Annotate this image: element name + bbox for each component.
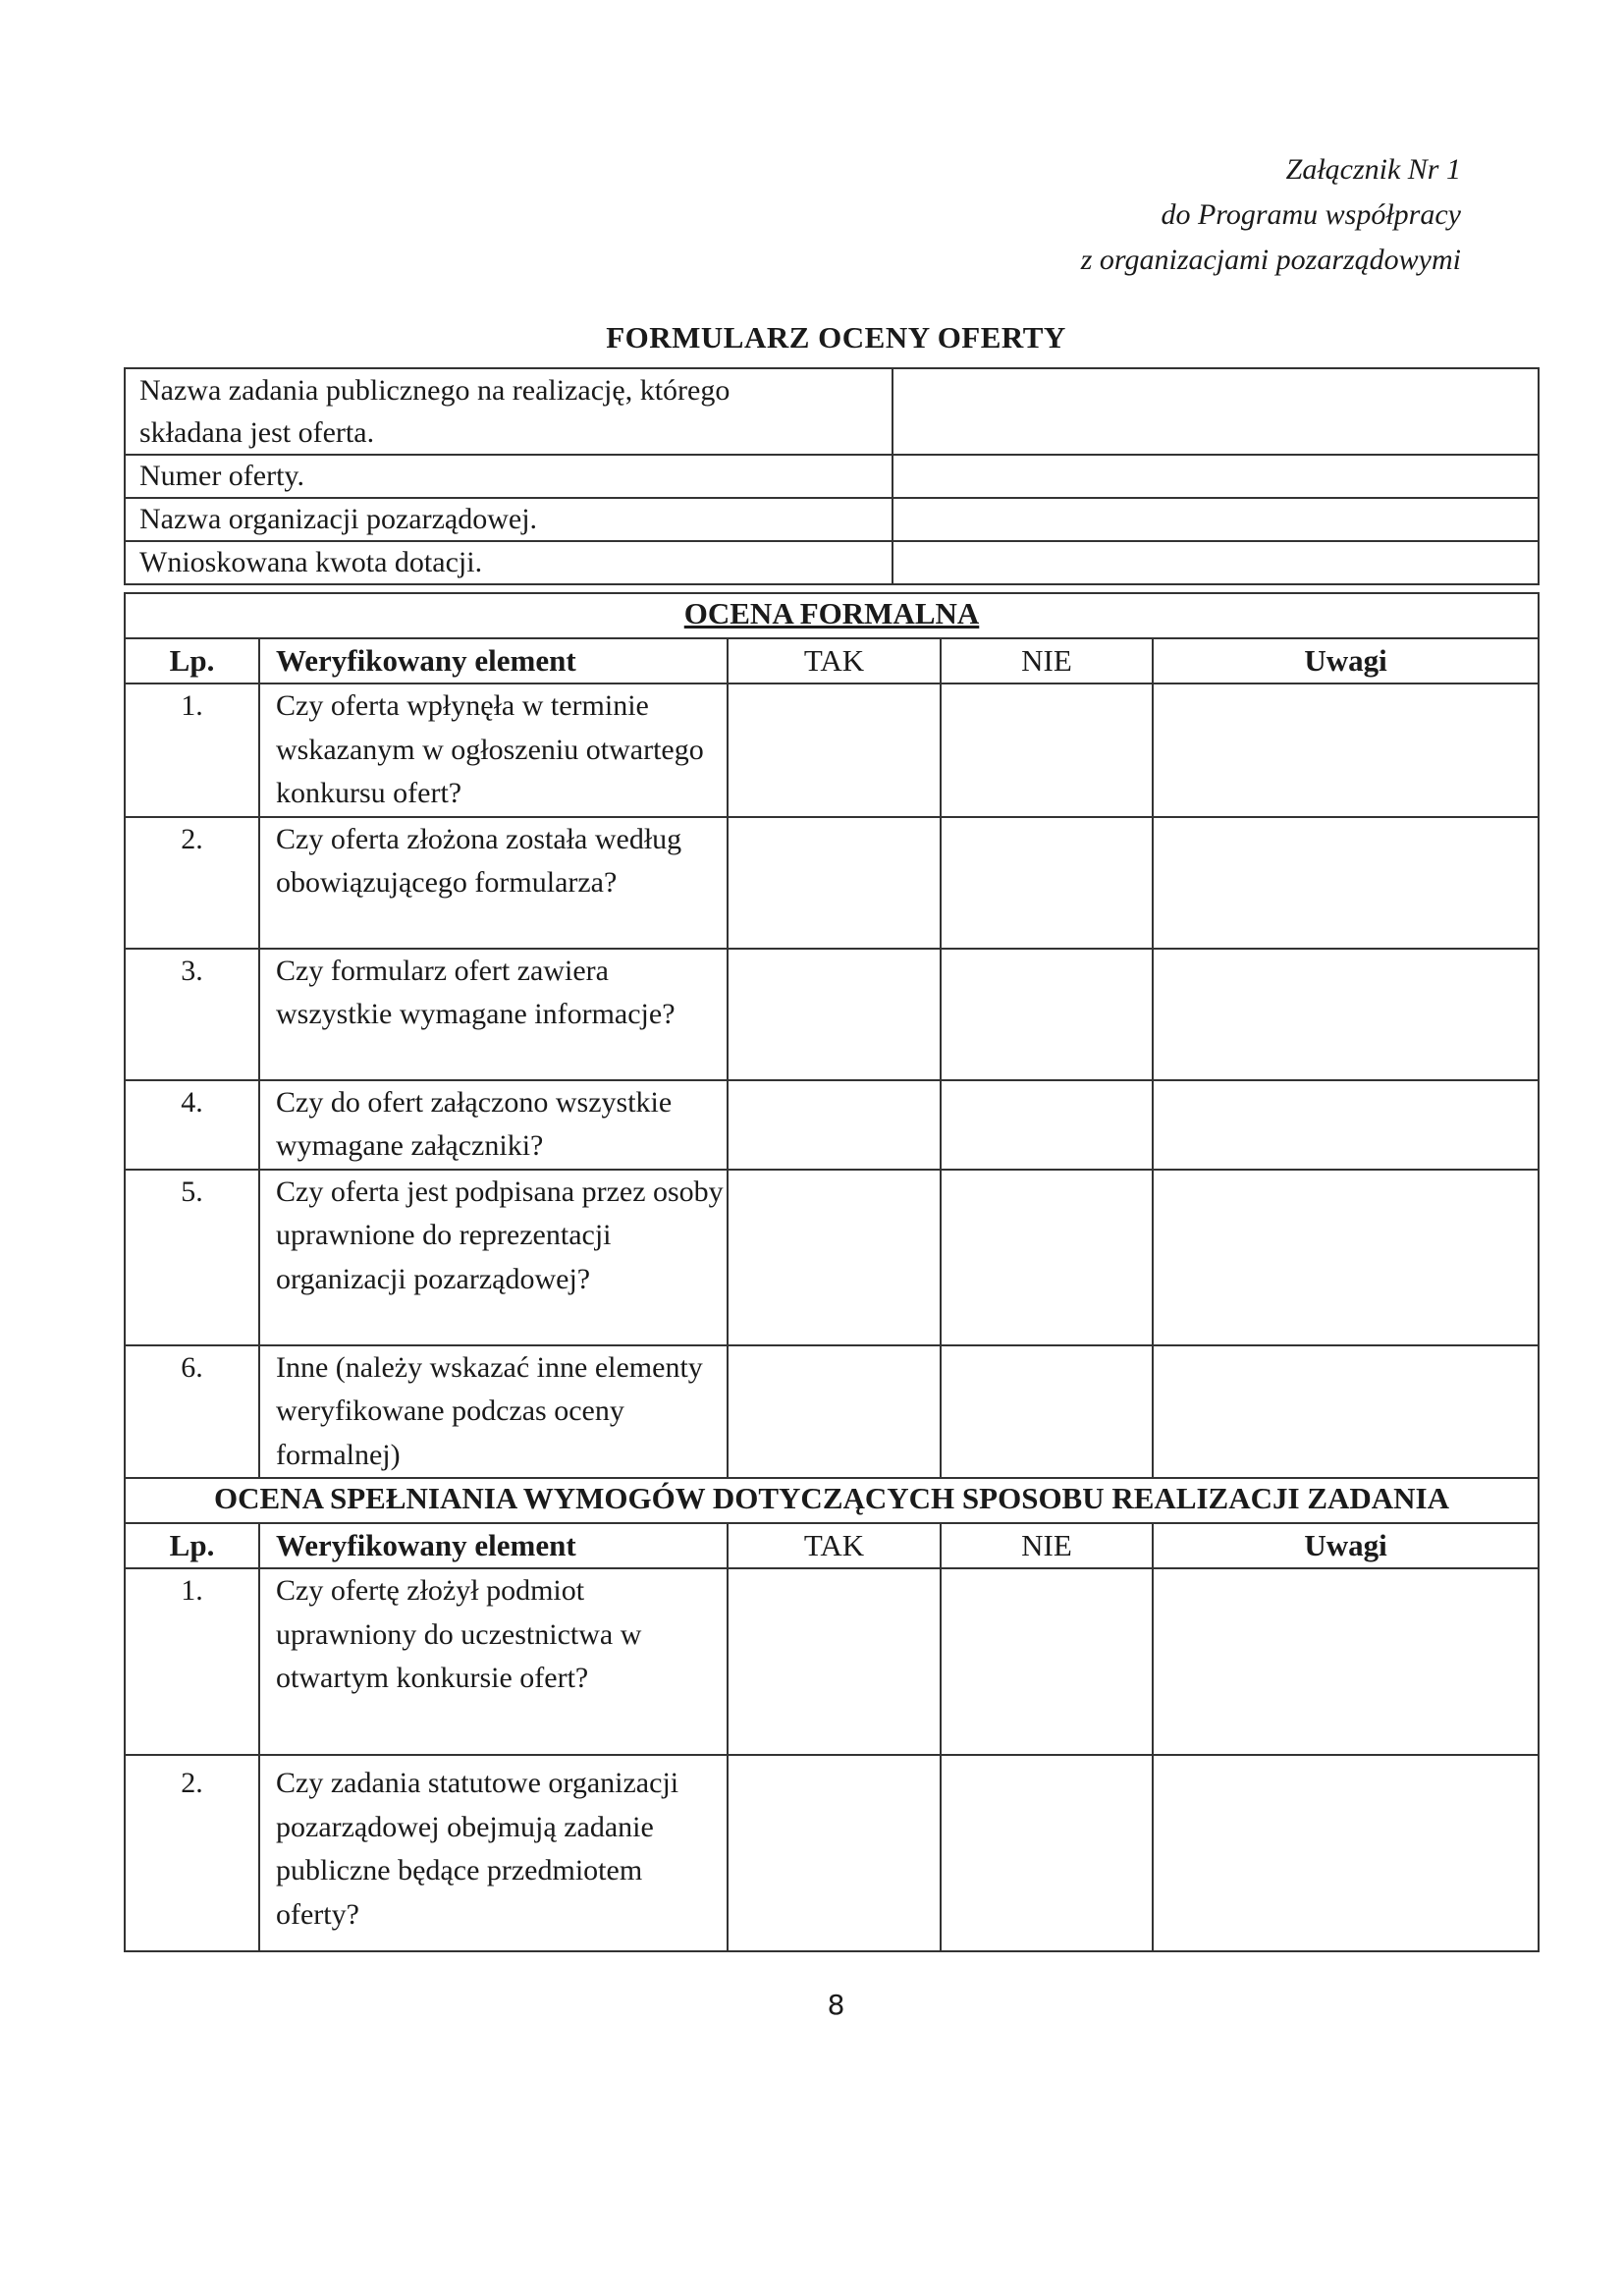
nie-cell[interactable]	[941, 1345, 1153, 1479]
tak-cell[interactable]	[728, 1170, 941, 1345]
uwagi-cell[interactable]	[1153, 817, 1539, 949]
nie-cell[interactable]	[941, 949, 1153, 1080]
uwagi-cell[interactable]	[1153, 683, 1539, 817]
row-element-text: Czy ofertę złożył podmiot uprawniony do uczestnictwa w otwartym konkursie ofert?	[259, 1568, 728, 1755]
row-number: 2.	[125, 1755, 259, 1951]
row-element-text: Czy oferta jest podpisana przez osoby uprawnione do reprezentacji organizacji pozarządowej?	[259, 1170, 728, 1345]
row-element-text: Inne (należy wskazać inne elementy weryfikowane podczas oceny formalnej)	[259, 1345, 728, 1479]
annex-header	[1081, 147, 1461, 283]
nie-cell[interactable]	[941, 817, 1153, 949]
info-value-organization[interactable]	[893, 498, 1539, 541]
tak-cell[interactable]	[728, 1755, 941, 1951]
nie-cell[interactable]	[941, 1755, 1153, 1951]
formal-row	[125, 1345, 1539, 1479]
formal-row	[125, 1080, 1539, 1170]
uwagi-cell[interactable]	[1153, 949, 1539, 1080]
annex-line-1: Załącznik Nr 1	[1285, 153, 1461, 186]
info-row-offer-number	[125, 455, 1539, 498]
info-label-task-name: Nazwa zadania publicznego na realizację, którego składana jest oferta.	[125, 368, 893, 455]
row-number: 2.	[125, 817, 259, 949]
nie-cell[interactable]	[941, 1080, 1153, 1170]
formal-column-headers	[125, 638, 1539, 683]
info-label-organization: Nazwa organizacji pozarządowej.	[125, 498, 893, 541]
row-element-text: Czy zadania statutowe organizacji pozarządowej obejmują zadanie publiczne będące przedmiotem oferty?	[259, 1755, 728, 1951]
col-header-uwagi: Uwagi	[1153, 638, 1539, 683]
annex-line-3: z organizacjami pozarządowymi	[1080, 244, 1461, 276]
row-number: 1.	[125, 1568, 259, 1755]
tak-cell[interactable]	[728, 1080, 941, 1170]
uwagi-cell[interactable]	[1153, 1080, 1539, 1170]
offer-info-table	[124, 367, 1540, 585]
info-value-grant-amount[interactable]	[893, 541, 1539, 584]
info-label-offer-number: Numer oferty.	[125, 455, 893, 498]
row-number: 6.	[125, 1345, 259, 1479]
requirements-section-header	[125, 1478, 1539, 1523]
formal-row	[125, 683, 1539, 817]
info-row-organization	[125, 498, 1539, 541]
col-header-lp: Lp.	[125, 1523, 259, 1568]
formal-row	[125, 1170, 1539, 1345]
row-number: 3.	[125, 949, 259, 1080]
uwagi-cell[interactable]	[1153, 1345, 1539, 1479]
uwagi-cell[interactable]	[1153, 1755, 1539, 1951]
tak-cell[interactable]	[728, 949, 941, 1080]
requirements-column-headers	[125, 1523, 1539, 1568]
nie-cell[interactable]	[941, 1170, 1153, 1345]
formal-section-header	[125, 593, 1539, 638]
col-header-element: Weryfikowany element	[259, 1523, 728, 1568]
row-number: 4.	[125, 1080, 259, 1170]
tak-cell[interactable]	[728, 683, 941, 817]
col-header-nie: NIE	[941, 1523, 1153, 1568]
tak-cell[interactable]	[728, 1568, 941, 1755]
uwagi-cell[interactable]	[1153, 1568, 1539, 1755]
row-element-text: Czy do ofert załączono wszystkie wymagane załączniki?	[259, 1080, 728, 1170]
row-element-text: Czy oferta wpłynęła w terminie wskazanym w ogłoszeniu otwartego konkursu ofert?	[259, 683, 728, 817]
info-row-grant-amount	[125, 541, 1539, 584]
form-title: FORMULARZ OCENY OFERTY	[606, 320, 1066, 355]
formal-row	[125, 949, 1539, 1080]
requirements-row	[125, 1568, 1539, 1755]
tak-cell[interactable]	[728, 817, 941, 949]
col-header-nie: NIE	[941, 638, 1153, 683]
info-label-grant-amount: Wnioskowana kwota dotacji.	[125, 541, 893, 584]
nie-cell[interactable]	[941, 1568, 1153, 1755]
annex-line-2: do Programu współpracy	[1161, 198, 1461, 231]
row-element-text: Czy oferta złożona została według obowiązującego formularza?	[259, 817, 728, 949]
info-value-offer-number[interactable]	[893, 455, 1539, 498]
requirements-section-title: OCENA SPEŁNIANIA WYMOGÓW DOTYCZĄCYCH SPOSOBU REALIZACJI ZADANIA	[214, 1481, 1449, 1515]
page-number: 8	[827, 1989, 845, 2021]
col-header-element: Weryfikowany element	[259, 638, 728, 683]
row-number: 1.	[125, 683, 259, 817]
uwagi-cell[interactable]	[1153, 1170, 1539, 1345]
formal-section-title: OCENA FORMALNA	[683, 596, 980, 630]
nie-cell[interactable]	[941, 683, 1153, 817]
col-header-uwagi: Uwagi	[1153, 1523, 1539, 1568]
tak-cell[interactable]	[728, 1345, 941, 1479]
requirements-row	[125, 1755, 1539, 1951]
formal-row	[125, 817, 1539, 949]
info-row-task-name	[125, 368, 1539, 455]
info-value-task-name[interactable]	[893, 368, 1539, 455]
row-element-text: Czy formularz ofert zawiera wszystkie wymagane informacje?	[259, 949, 728, 1080]
evaluation-table	[124, 592, 1540, 1952]
row-number: 5.	[125, 1170, 259, 1345]
col-header-tak: TAK	[728, 1523, 941, 1568]
col-header-tak: TAK	[728, 638, 941, 683]
col-header-lp: Lp.	[125, 638, 259, 683]
